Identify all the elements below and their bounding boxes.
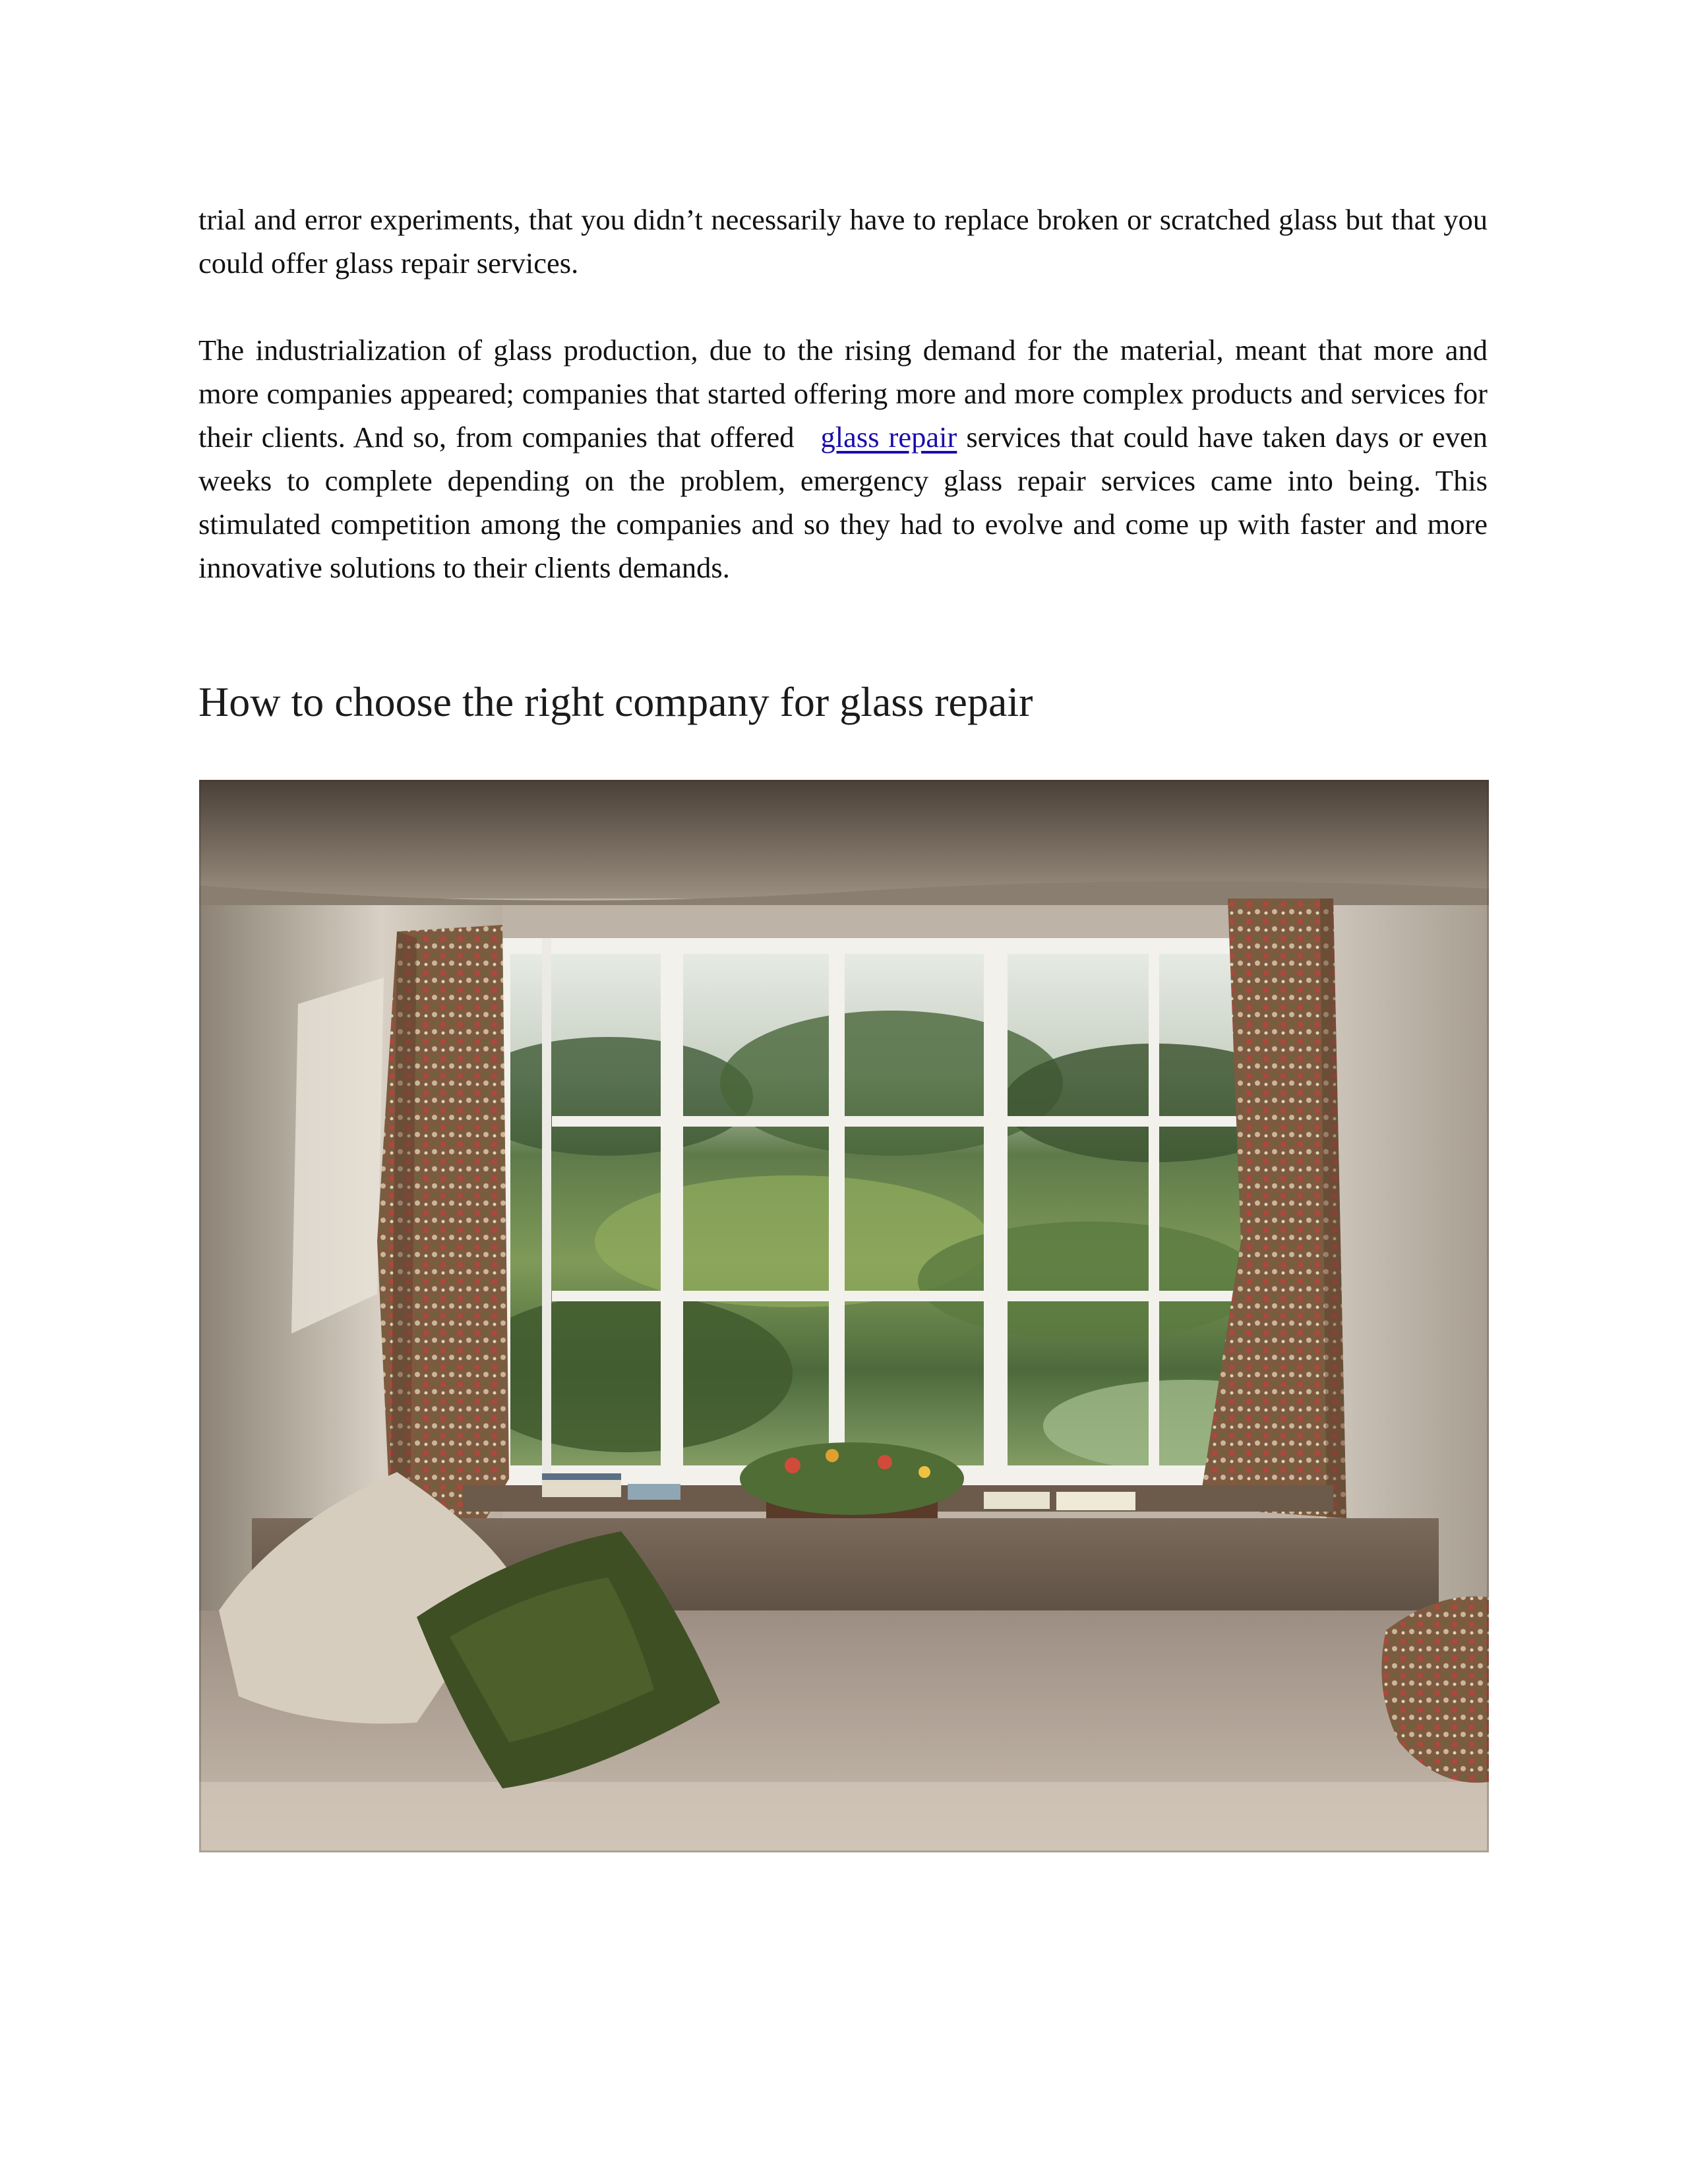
- paragraph-text-after-link: services that could have taken days or even weeks to complete depending on the problem, emergency glass repair services came into being. This stimulated competition among the companies and so they had to evolve and come up with faster and more innovative solutions to their clients demands.: [198, 421, 1488, 584]
- document-page: [198, 198, 1488, 725]
- paragraph-text-before-link: The industrialization of glass production, due to the rising demand for the material, meant that more and more companies appeared; companies that started offering more and more complex products and services for their clients. And so, from companies that offered: [198, 334, 1488, 454]
- window-seat-photo: [199, 780, 1489, 1852]
- paragraph-intro: trial and error experiments, that you didn’t necessarily have to replace broken or scratched glass but that you could offer glass repair services.: [198, 203, 1488, 280]
- paragraph-industrialization: [198, 328, 1488, 589]
- glass-repair-link[interactable]: glass repair: [820, 421, 957, 454]
- section-heading: How to choose the right company for glass repair: [198, 678, 1033, 725]
